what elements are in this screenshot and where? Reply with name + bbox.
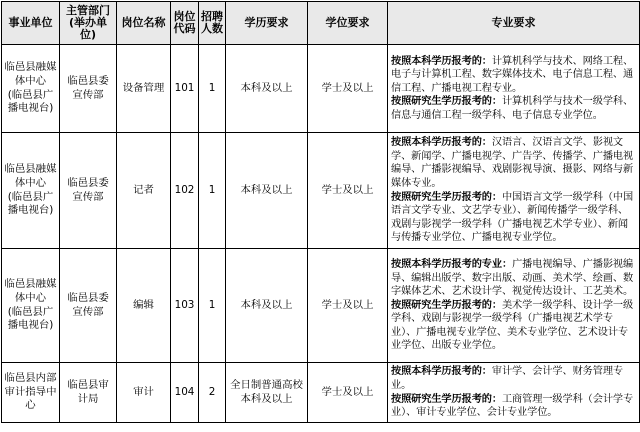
- cell-degree: 学士及以上: [308, 45, 388, 133]
- cell-count: 2: [199, 363, 226, 423]
- cell-code: 102: [171, 133, 199, 249]
- graduate-text: 工商管理一级学科（会计学专业）、审计专业学位、会计专业学位。: [391, 393, 634, 419]
- graduate-label: 按照研究生学历报考的：: [391, 393, 502, 405]
- table-row: [2, 249, 640, 363]
- cell-position: 设备管理: [117, 45, 171, 133]
- cell-degree: 学士及以上: [308, 133, 388, 249]
- table-row: [2, 45, 640, 133]
- graduate-label: 按照研究生学历报考的：: [391, 96, 502, 108]
- cell-dept: 临邑县委 宣传部: [60, 45, 117, 133]
- cell-dept: 临邑县委 宣传部: [60, 133, 117, 249]
- bachelor-text: 广播电视编导、广播影视编导、编辑出版学、数字出版、动画、美术学、绘画、数字媒体艺术、艺术设计学、视觉传达设计、工艺美术。: [391, 258, 634, 298]
- bachelor-text: 计算机科学与技术、网络工程、电子与计算机工程、数字媒体技术、电子信息工程、通信工程、广播电视工程专业。: [391, 55, 634, 94]
- bachelor-requirement: [391, 55, 636, 96]
- graduate-text: 计算机科学与技术一级学科、信息与通信工程一级学科、电子信息专业学位。: [391, 96, 634, 121]
- cell-education: 本科及以上: [226, 133, 308, 249]
- cell-dept: 临邑县审 计局: [60, 363, 117, 423]
- graduate-requirement: [391, 191, 636, 245]
- bachelor-text: 审计学、会计学、财务管理专业。: [391, 366, 624, 391]
- header-major: 专业要求: [388, 2, 640, 45]
- header-unit: 事业单位: [2, 2, 60, 45]
- cell-unit: 临邑县融媒 体中心 (临邑县广 播电视台): [2, 133, 60, 249]
- cell-position: 编辑: [117, 249, 171, 363]
- graduate-label: 按照研究生学历报考的：: [391, 299, 502, 311]
- cell-major: [388, 45, 640, 133]
- header-code: 岗位 代码: [171, 2, 199, 45]
- header-count: 招聘 人数: [199, 2, 226, 45]
- cell-unit: 临邑县融媒 体中心 (临邑县广 播电视台): [2, 249, 60, 363]
- graduate-text: 中国语言文学一级学科（中国语言文学专业、文艺学专业）、新闻传播学一级学科、戏剧与影视学一级学科（广播电视艺术学专业）、新闻与传播专业学位、广播电视专业学位。: [391, 191, 634, 244]
- cell-count: 1: [199, 133, 226, 249]
- bachelor-requirement: [391, 365, 636, 392]
- cell-education: 本科及以上: [226, 249, 308, 363]
- graduate-requirement: [391, 393, 636, 420]
- cell-code: 103: [171, 249, 199, 363]
- graduate-requirement: [391, 95, 636, 122]
- cell-position: 记者: [117, 133, 171, 249]
- graduate-requirement: [391, 299, 636, 353]
- bachelor-label: 按照本科学历报考的：: [391, 55, 492, 67]
- bachelor-label: 按照本科学历报考的：: [391, 366, 492, 378]
- header-row: [2, 2, 640, 45]
- cell-degree: 学士及以上: [308, 249, 388, 363]
- cell-count: 1: [199, 45, 226, 133]
- cell-major: [388, 363, 640, 423]
- bachelor-label: 按照本科学历报考的专业：: [391, 258, 513, 270]
- cell-code: 104: [171, 363, 199, 423]
- cell-major: [388, 133, 640, 249]
- cell-unit: 临邑县内部 审计指导中 心: [2, 363, 60, 423]
- bachelor-requirement: [391, 136, 636, 190]
- cell-education: 全日制普通高校本科及以上: [226, 363, 308, 423]
- bachelor-requirement: [391, 258, 636, 299]
- cell-position: 审计: [117, 363, 171, 423]
- table-row: [2, 363, 640, 423]
- cell-education: 本科及以上: [226, 45, 308, 133]
- header-degree: 学位要求: [308, 2, 388, 45]
- header-dept: 主管部门 (举办单位): [60, 2, 117, 45]
- header-education: 学历要求: [226, 2, 308, 45]
- bachelor-text: 汉语言、汉语言文学、影视文学、新闻学、广播电视学、广告学、传播学、广播电视编导、广播影视编导、戏剧影视导演、摄影、网络与新媒体专业。: [391, 137, 634, 189]
- cell-count: 1: [199, 249, 226, 363]
- cell-major: [388, 249, 640, 363]
- header-position: 岗位名称: [117, 2, 171, 45]
- cell-degree: 学士及以上: [308, 363, 388, 423]
- cell-unit: 临邑县融媒 体中心 (临邑县广 播电视台): [2, 45, 60, 133]
- cell-dept: 临邑县委 宣传部: [60, 249, 117, 363]
- table-row: [2, 133, 640, 249]
- graduate-label: 按照研究生学历报考的：: [391, 191, 502, 203]
- bachelor-label: 按照本科学历报考的：: [391, 137, 492, 149]
- graduate-text: 美术学一级学科、设计学一级学科、戏剧与影视学一级学科（广播电视艺术学专业）、广播电视专业学位、美术专业学位、艺术设计专业学位、出版专业学位。: [391, 299, 634, 352]
- recruitment-table: [1, 1, 640, 423]
- cell-code: 101: [171, 45, 199, 133]
